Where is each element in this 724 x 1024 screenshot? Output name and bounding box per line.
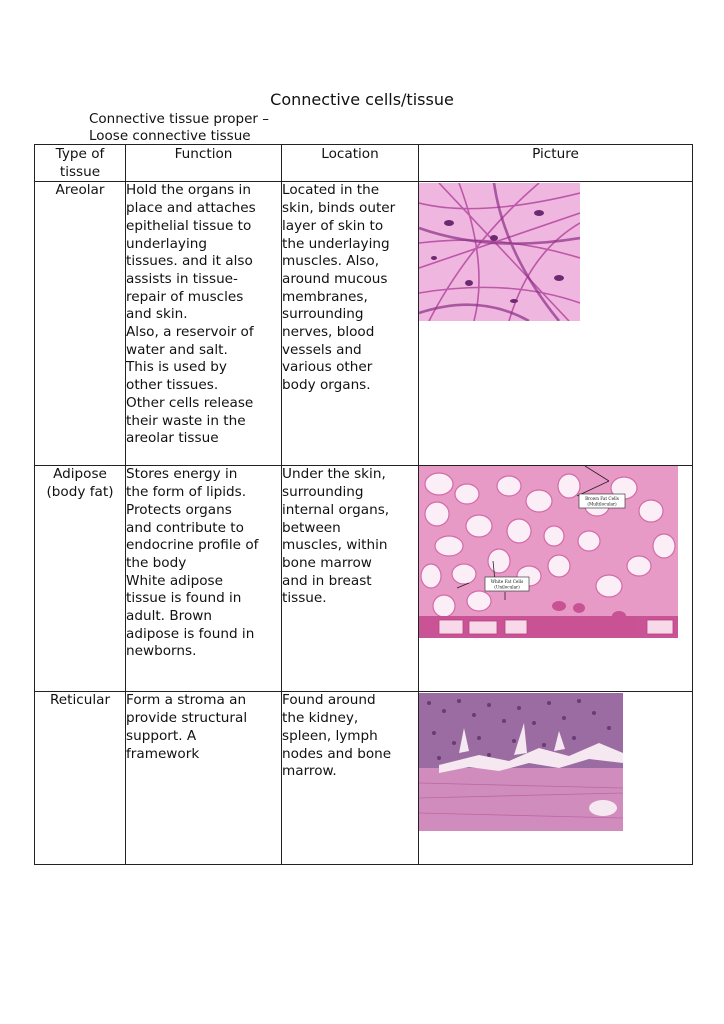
function-line: adult. Brown [126,608,212,625]
location-line: layer of skin to [282,217,384,234]
function-line: other tissues. [126,377,219,394]
function-line: Hold the organs in [126,182,251,199]
function-line: and contribute to [126,519,244,536]
location-line: vessels and [282,341,362,358]
location-line: nerves, blood [282,324,375,341]
function-line: Form a stroma an [126,692,247,709]
adipose-micrograph [419,466,678,638]
function-line: their waste in the [126,412,246,429]
function-line: framework [126,745,200,762]
location-line: the kidney, [282,710,359,727]
function-line: repair of muscles [126,288,244,305]
location-line: body organs. [282,377,371,394]
table-row-reticular [35,692,693,865]
function-line: place and attaches [126,200,256,217]
function-line: Protects organs [126,501,232,518]
function-line: adipose is found in [126,625,255,642]
subtitle-tissue-proper: Connective tissue proper – [89,111,269,127]
picture-cell [419,692,693,865]
location-line: and in breast [282,572,372,589]
function-line: Other cells release [126,394,254,411]
header-location: Location [282,145,419,182]
location-line: surrounding [282,306,364,323]
function-line: the body [126,554,187,571]
location-line: skin, binds outer [282,200,396,217]
function-line: Stores energy in [126,466,238,483]
header-picture: Picture [419,145,693,182]
function-line: newborns. [126,643,197,660]
function-cell [126,182,282,466]
function-line: areolar tissue [126,430,219,447]
location-line: around mucous [282,270,388,287]
picture-cell [419,182,693,466]
location-line: muscles. Also, [282,253,380,270]
function-line: water and salt. [126,341,228,358]
function-line: White adipose [126,572,223,589]
location-line: the underlaying [282,235,390,252]
header-type-line1: Type of [55,146,105,162]
white-fat-label-line2: (Unilocular) [494,584,520,590]
white-fat-label [485,577,529,591]
type-label: Reticular [49,692,111,709]
function-line: tissues. and it also [126,253,253,270]
function-line: Also, a reservoir of [126,324,254,341]
location-line: between [282,519,341,536]
areolar-micrograph [419,183,580,321]
tissue-table [34,144,693,865]
white-fat-label-line1: White Fat Cells [490,579,524,585]
location-line: bone marrow [282,554,372,571]
function-line: and skin. [126,306,188,323]
subtitle-loose-tissue: Loose connective tissue [89,128,251,144]
type-label-sub: (body fat) [46,484,114,501]
page-title: Connective cells/tissue [270,90,454,109]
location-cell [282,182,419,466]
location-line: internal organs, [282,501,390,518]
location-line: Located in the [282,182,380,199]
function-line: provide structural [126,710,248,727]
picture-cell [419,466,693,692]
type-label: Areolar [55,182,105,199]
type-label: Adipose [53,466,107,483]
type-cell [35,466,126,692]
brown-fat-label-line1: Brown Fat Cells [585,496,619,502]
location-line: Under the skin, [282,466,386,483]
location-line: marrow. [282,763,337,780]
location-line: muscles, within [282,537,388,554]
function-line: the form of lipids. [126,484,247,501]
table-row-adipose [35,466,693,692]
function-line: tissue is found in [126,590,242,607]
location-line: membranes, [282,288,368,305]
brown-fat-label-line2: (Multilocular) [587,501,617,507]
location-line: surrounding [282,484,364,501]
location-line: nodes and bone [282,745,392,762]
reticular-micrograph [419,693,623,831]
function-line: assists in tissue- [126,270,238,287]
function-line: underlaying [126,235,207,252]
brown-fat-label [579,494,625,508]
location-line: spleen, lymph [282,727,378,744]
location-cell [282,466,419,692]
function-line: epithelial tissue to [126,217,252,234]
location-line: tissue. [282,590,327,607]
function-cell [126,692,282,865]
location-line: various other [282,359,373,376]
type-cell [35,182,126,466]
header-type-line2: tissue [59,163,101,180]
function-line: endocrine profile of [126,537,259,554]
table-header-row [35,145,693,182]
function-line: support. A [126,727,197,744]
header-function: Function [126,145,282,182]
type-cell [35,692,126,865]
function-cell [126,466,282,692]
location-line: Found around [282,692,376,709]
table-row-areolar [35,182,693,466]
function-line: This is used by [126,359,227,376]
location-cell [282,692,419,865]
header-type [35,145,126,182]
